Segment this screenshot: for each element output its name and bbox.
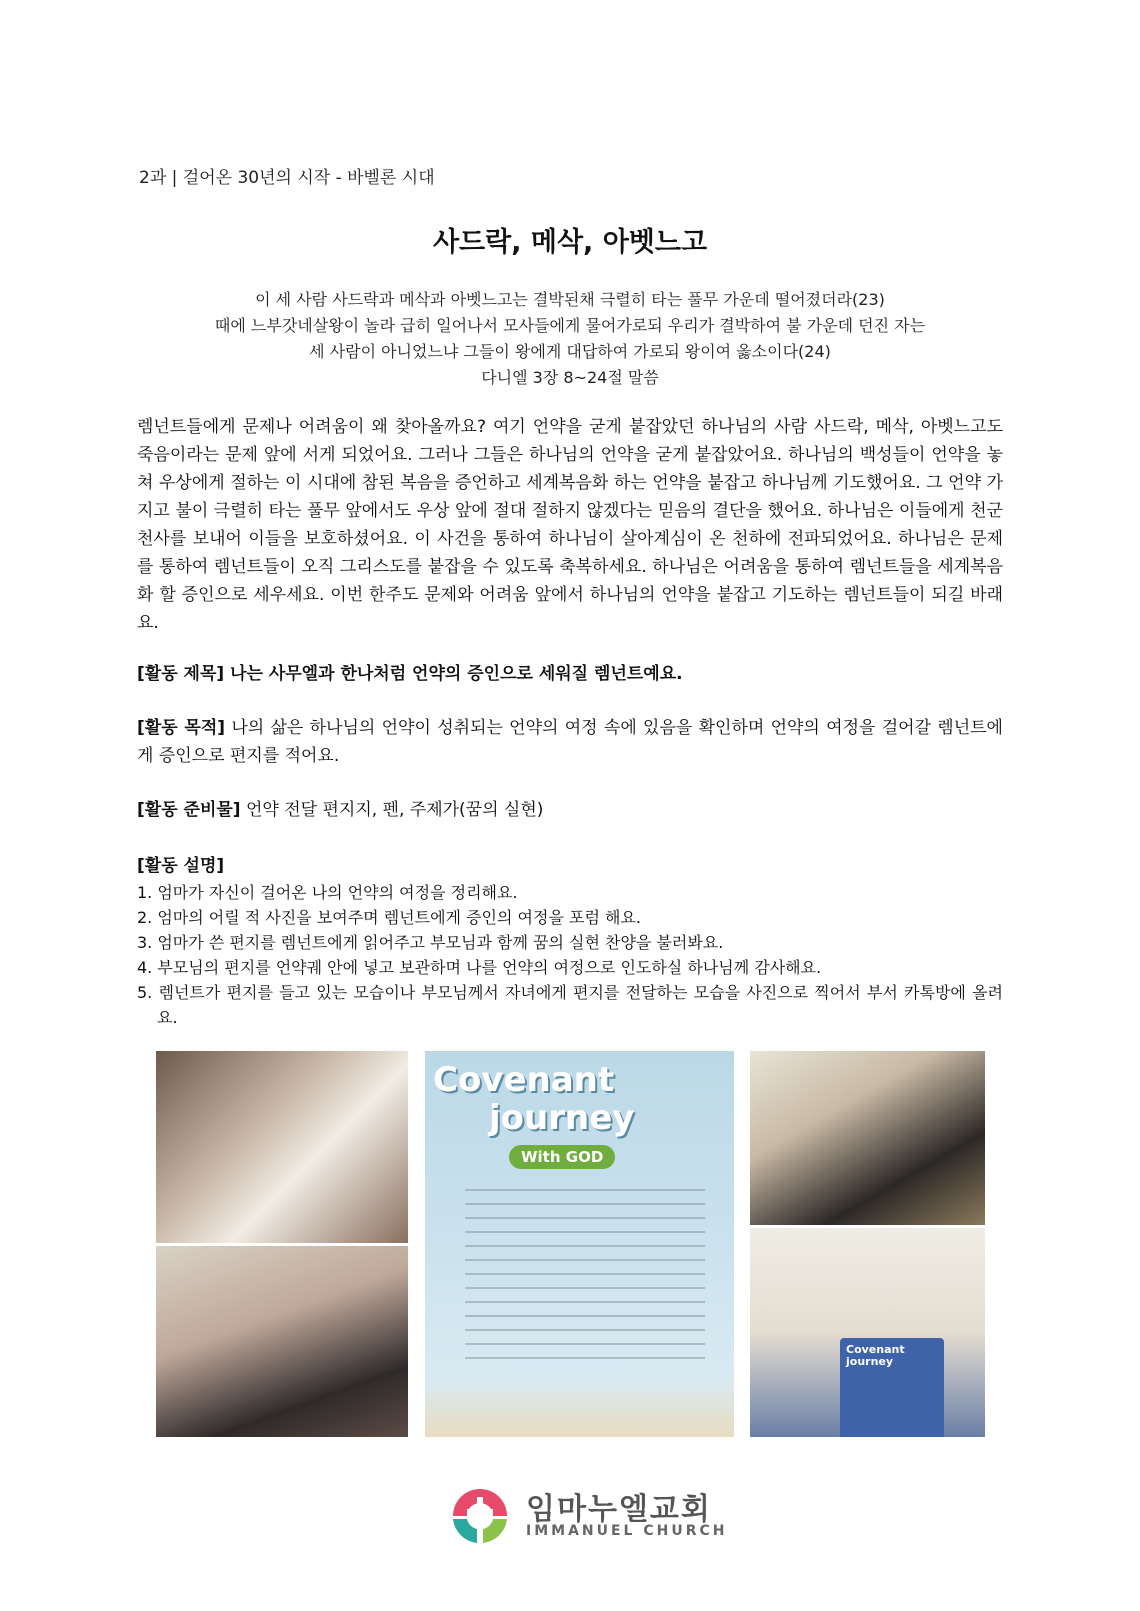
list-item: 1. 엄마가 자신이 걸어온 나의 언약의 여정을 정리해요.: [137, 883, 518, 902]
scripture-verse: [150, 287, 990, 391]
activity-purpose-label: [활동 목적]: [137, 718, 226, 738]
activity-steps: [137, 880, 1003, 1030]
activity-title-text: 나는 사무엘과 한나처럼 언약의 증인으로 세워질 렘넌트예요.: [224, 664, 683, 684]
church-name-english: IMMANUEL CHURCH: [526, 1523, 728, 1539]
list-item: 3. 엄마가 쓴 편지를 렘넌트에게 읽어주고 부모님과 함께 꿈의 실현 찬양을 불러봐요.: [137, 933, 724, 952]
poster-badge: With GOD: [509, 1145, 615, 1169]
photo-covenant-journey-letter: [425, 1051, 734, 1437]
church-name-korean: 임마누엘교회: [526, 1492, 712, 1527]
church-logo-icon: [447, 1483, 513, 1549]
activity-materials-label: [활동 준비물]: [137, 800, 241, 820]
activity-desc-label: [활동 설명]: [137, 856, 225, 876]
photo-child-holding-letter: [750, 1228, 985, 1437]
activity-purpose-text: 나의 삶은 하나님의 언약이 성취되는 언약의 여정 속에 있음을 확인하며 언약의 여정을 걸어갈 렘넌트에게 증인으로 편지를 적어요.: [137, 718, 1003, 766]
mini-covenant-card: [840, 1338, 944, 1437]
page-title: 사드락, 메삭, 아벳느고: [432, 227, 708, 258]
lesson-header: 2과 | 걸어온 30년의 시작 - 바벨론 시대: [139, 168, 435, 188]
activity-materials: [137, 796, 1003, 824]
activity-materials-text: 언약 전달 편지지, 펜, 주제가(꿈의 실현): [240, 800, 544, 820]
list-item: 4. 부모님의 편지를 언약궤 안에 넣고 보관하며 나를 언약의 여정으로 인도하실 하나님께 감사해요.: [137, 958, 822, 977]
verse-line: 세 사람이 아니었느냐 그들이 왕에게 대답하여 가로되 왕이여 옳소이다(24): [309, 342, 831, 361]
activity-title-label: [활동 제목]: [137, 664, 225, 684]
mini-card-line1: Covenant: [846, 1343, 905, 1356]
photo-child-reading-book: [750, 1051, 985, 1225]
verse-reference: 다니엘 3장 8~24절 말씀: [481, 368, 659, 387]
poster-title-line1: Covenant: [433, 1060, 615, 1100]
body-paragraph: 렘넌트들에게 문제나 어려움이 왜 찾아올까요? 여기 언약을 굳게 붙잡았던 하나님의 사람 사드락, 메삭, 아벳느고도 죽음이라는 문제 앞에 서게 되었어요. 그러나 그들은 하나님의 언약을 굳게 붙잡았어요. 하나님의 백성들이 언약을 놓쳐 우상에게 절하는 이 시대에 참된 복음을 증언하고 세계복음화 하는 언약을 붙잡고 하나님께 기도했어요. 그 언약 가지고 불이 극렬히 타는 풀무 앞에서도 우상 앞에 절대 절하지 않겠다는 믿음의 결단을 했어요. 하나님은 이들에게 천군 천사를 보내어 이들을 보호하셨어요. 이 사건을 통하여 하나님이 살아계심이 온 천하에 전파되었어요. 하나님은 문제를 통하여 렘넌트들이 오직 그리스도를 붙잡을 수 있도록 축복하세요. 하나님은 어려움을 통하여 렘넌트들을 세계복음화 할 증인으로 세우세요. 이번 한주도 문제와 어려움 앞에서 하나님의 언약을 붙잡고 기도하는 렘넌트들이 되길 바래요.: [137, 417, 1003, 633]
poster-title-line2: journey: [489, 1098, 635, 1138]
handwritten-letter-lines: [465, 1189, 705, 1371]
list-item: 2. 엄마의 어릴 적 사진을 보여주며 렘넌트에게 증인의 여정을 포럼 해요.: [137, 908, 641, 927]
verse-line: 때에 느부갓네살왕이 놀라 급히 일어나서 모사들에게 물어가로되 우리가 결박하여 불 가운데 던진 자는: [214, 316, 926, 335]
activity-purpose: [137, 714, 1003, 770]
photo-mother-child-reading: [156, 1246, 408, 1437]
mini-card-line2: journey: [846, 1355, 894, 1368]
activity-title: [137, 660, 1003, 688]
list-item: 5. 렘넌트가 편지를 들고 있는 모습이나 부모님께서 자녀에게 편지를 전달하는 모습을 사진으로 찍어서 부서 카톡방에 올려요.: [137, 983, 1003, 1027]
verse-line: 이 세 사람 사드락과 메삭과 아벳느고는 결박된채 극렬히 타는 풀무 가운데 떨어졌더라(23): [255, 290, 885, 309]
photo-writing-letter: [156, 1051, 408, 1243]
activity-description: [137, 852, 1003, 1030]
